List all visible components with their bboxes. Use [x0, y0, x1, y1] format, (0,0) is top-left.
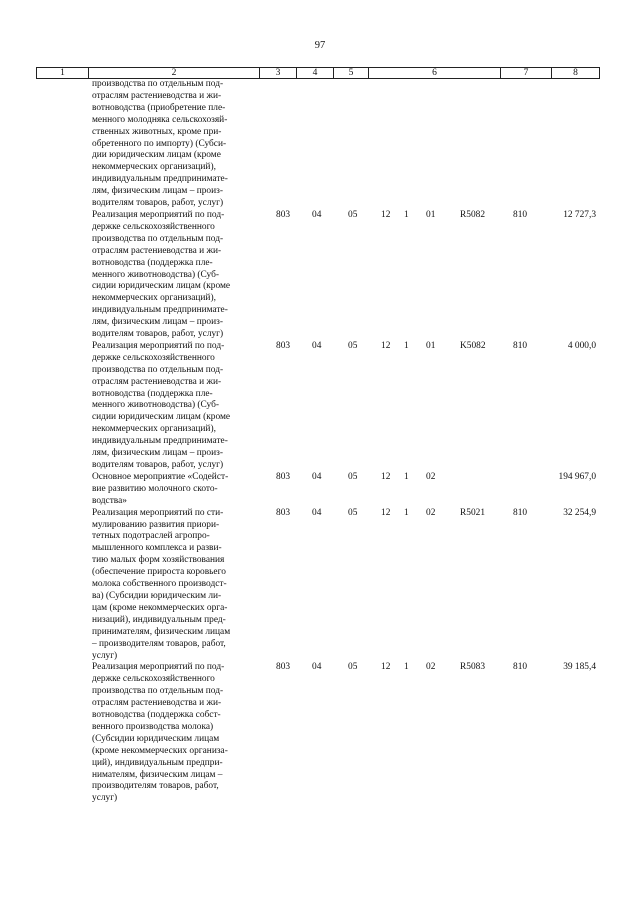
cell-subprogram: 1: [404, 662, 409, 673]
cell-program: 12: [381, 471, 391, 482]
table-row: [36, 210, 600, 341]
cell-subsection: 05: [348, 507, 358, 518]
header-col-5: 5: [334, 68, 369, 79]
row-description: Основное мероприятие «Содейст- вие развитию молочного ското- водства»: [92, 471, 229, 506]
cell-direction: R5021: [460, 507, 486, 518]
cell-expense-type: 810: [513, 662, 528, 673]
cell-ministry-code: 803: [276, 507, 291, 518]
header-col-3: 3: [260, 68, 297, 79]
cell-program: 12: [381, 662, 391, 673]
cell-section: 04: [312, 507, 322, 518]
cell-subprogram: 1: [404, 471, 409, 482]
table-row: [36, 472, 600, 508]
cell-section: 04: [312, 662, 322, 673]
cell-amount: 194 967,0: [558, 471, 596, 482]
cell-direction: R5082: [460, 209, 486, 220]
header-col-8: 8: [552, 68, 600, 79]
cell-program: 12: [381, 209, 391, 220]
cell-measure: 02: [426, 471, 436, 482]
cell-program: 12: [381, 340, 391, 351]
row-description: Реализация мероприятий по под- держке сельскохозяйственного производства по отдельным под- отраслям растениеводства и жи- вотноводства (поддержка пле- менного животноводства) (Суб- сидии юридическим лицам (кроме некоммерческих организаций), индивидуальным предпринимате- лям, физическим лицам – произ- водителям товаров, работ, услуг): [92, 209, 231, 340]
cell-ministry-code: 803: [276, 662, 291, 673]
row-description: Реализация мероприятий по под- держке сельскохозяйственного производства по отдельным под- отраслям растениеводства и жи- вотноводства (поддержка пле- менного животноводства) (Суб- сидии юридическим лицам (кроме некоммерческих организаций), индивидуальным предпринимате- лям, физическим лицам – произ- водителям товаров, работ, услуг): [92, 340, 231, 470]
cell-section: 04: [312, 209, 322, 220]
cell-ministry-code: 803: [276, 471, 291, 482]
cell-amount: 39 185,4: [563, 662, 596, 673]
table-row: [36, 341, 600, 472]
cell-subsection: 05: [348, 471, 358, 482]
header-col-6: 6: [369, 68, 501, 79]
header-col-2: 2: [89, 68, 260, 79]
cell-ministry-code: 803: [276, 340, 291, 351]
cell-subsection: 05: [348, 340, 358, 351]
cell-expense-type: 810: [513, 209, 528, 220]
cell-section: 04: [312, 340, 322, 351]
header-col-4: 4: [297, 68, 334, 79]
cell-subprogram: 1: [404, 340, 409, 351]
cell-program: 12: [381, 507, 391, 518]
cell-direction: R5083: [460, 662, 486, 673]
cell-subprogram: 1: [404, 507, 409, 518]
cell-ministry-code: 803: [276, 209, 291, 220]
table-header: [36, 67, 600, 79]
page-number: 97: [314, 40, 326, 51]
cell-measure: 01: [426, 340, 436, 351]
cell-direction: K5082: [460, 340, 486, 351]
cell-measure: 02: [426, 662, 436, 673]
cell-measure: 02: [426, 507, 436, 518]
cell-amount: 4 000,0: [567, 340, 596, 351]
cell-amount: 12 727,3: [563, 209, 596, 220]
row-description: Реализация мероприятий по сти- мулированию развития приори- тетных подотраслей агропро- мышленного комплекса и разви- тию малых форм хозяйствования (обеспечение прироста коровьего молока собственного производст- ва) (Субсидии юридическим ли- цам (кроме некоммерческих орга- низаций), индивидуальным пред- принимателям, физическим лицам – производителям товаров, работ, услуг): [92, 507, 231, 661]
cell-subprogram: 1: [404, 209, 409, 220]
row-description: производства по отдельным под- отраслям растениеводства и жи- вотноводства (приобретение пле- менного молодняка сельскохозяй- ственных животных, кроме при- обретенного по импорту) (Субси- дии юридическим лицам (кроме некоммерческих организаций), индивидуальным предпринимате- лям, физическим лицам – произ- водителям товаров, работ, услуг): [92, 79, 228, 209]
header-col-1: 1: [37, 68, 89, 79]
row-description: Реализация мероприятий по под- держке сельскохозяйственного производства по отдельным под- отраслям растениеводства и жи- вотноводства (поддержка собст- венного производства молока) (Субсидии юридическим лицам (кроме некоммерческих организа- ций), индивидуальным предпри- нимателям, физическим лицам – производителям товаров, работ, услуг): [92, 662, 228, 804]
table-row-continued: [36, 79, 600, 210]
cell-section: 04: [312, 471, 322, 482]
header-col-7: 7: [501, 68, 552, 79]
table-body: [36, 79, 600, 805]
cell-expense-type: 810: [513, 507, 528, 518]
table-row: [36, 662, 600, 805]
table-row: [36, 508, 600, 663]
cell-expense-type: 810: [513, 340, 528, 351]
cell-subsection: 05: [348, 662, 358, 673]
cell-amount: 32 254,9: [563, 507, 596, 518]
cell-subsection: 05: [348, 209, 358, 220]
cell-measure: 01: [426, 209, 436, 220]
